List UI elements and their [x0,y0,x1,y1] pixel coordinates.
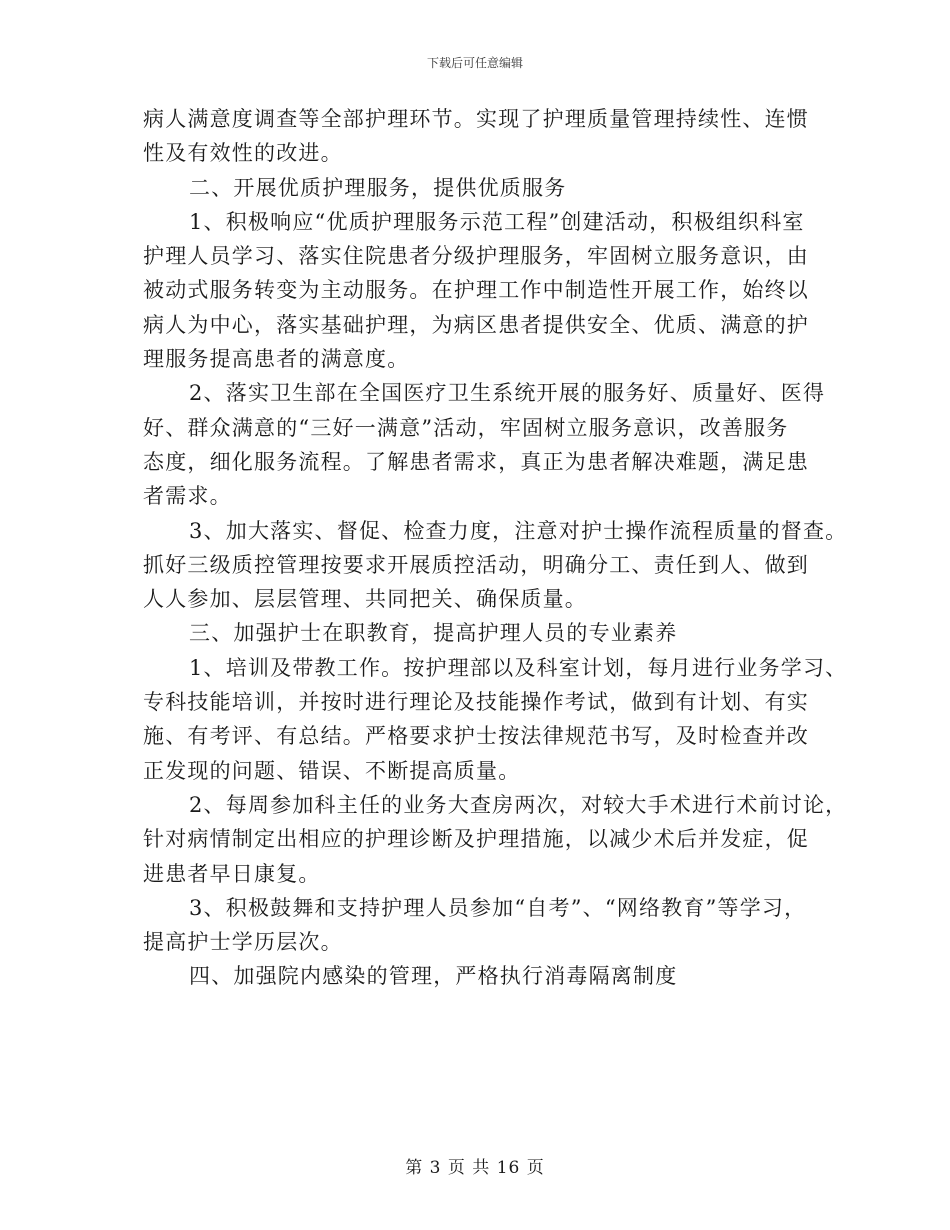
text-line: 抓好三级质控管理按要求开展质控活动，明确分工、责任到人、做到 [143,552,809,577]
text-line: 3、加大落实、督促、检查力度，注意对护士操作流程质量的督查。 [189,518,848,543]
text-line: 护理人员学习、落实住院患者分级护理服务，牢固树立服务意识，由 [143,244,809,269]
text-line: 2、落实卫生部在全国医疗卫生系统开展的服务好、质量好、医得 [189,381,826,406]
text-line: 理服务提高患者的满意度。 [143,347,410,372]
text-line: 施、有考评、有总结。严格要求护士按法律规范书写，及时检查并改 [143,724,809,749]
text-line: 二、开展优质护理服务，提供优质服务 [189,175,567,200]
text-line: 进患者早日康复。 [143,861,321,886]
text-line: 1、积极响应“优质护理服务示范工程”创建活动，积极组织科室 [189,209,805,234]
text-line: 针对病情制定出相应的护理诊断及护理措施，以减少术后并发症，促 [143,827,809,852]
text-line: 正发现的问题、错误、不断提高质量。 [143,758,521,783]
text-line: 1、培训及带教工作。按护理部以及科室计划，每月进行业务学习、 [189,655,848,680]
text-line: 3、积极鼓舞和支持护理人员参加“自考”、“网络教育”等学习， [189,895,807,920]
text-line: 性及有效性的改进。 [143,141,343,166]
text-line: 好、群众满意的“三好一满意”活动，牢固树立服务意识，改善服务 [143,415,789,440]
text-line: 者需求。 [143,484,232,509]
text-line: 提高护士学历层次。 [143,930,343,955]
text-line: 四、加强院内感染的管理，严格执行消毒隔离制度 [189,964,678,989]
document-body [143,102,848,994]
text-line: 专科技能培训，并按时进行理论及技能操作考试，做到有计划、有实 [143,690,809,715]
text-line: 三、加强护士在职教育，提高护理人员的专业素养 [189,621,678,646]
text-line: 被动式服务转变为主动服务。在护理工作中制造性开展工作，始终以 [143,278,809,303]
text-line: 人人参加、层层管理、共同把关、确保质量。 [143,587,587,612]
text-line: 病人为中心，落实基础护理，为病区患者提供安全、优质、满意的护 [143,312,809,337]
page-header-note: 下载后可任意编辑 [426,56,523,70]
text-line: 态度，细化服务流程。了解患者需求，真正为患者解决难题，满足患 [143,449,809,474]
text-line: 2、每周参加科主任的业务大查房两次，对较大手术进行术前讨论， [189,792,848,817]
text-line: 病人满意度调查等全部护理环节。实现了护理质量管理持续性、连惯 [143,107,809,131]
page-number-footer: 第 3 页 共 16 页 [405,1158,545,1178]
